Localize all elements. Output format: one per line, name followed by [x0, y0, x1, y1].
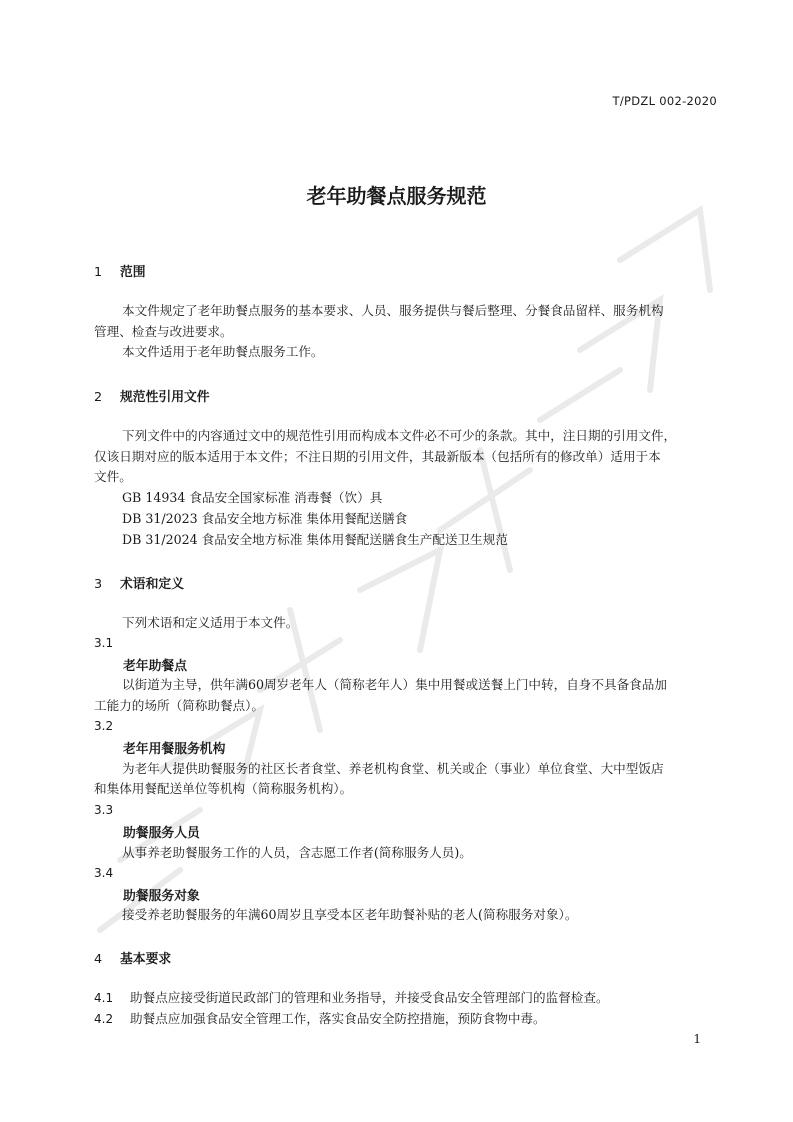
paragraph-line: 本文件规定了老年助餐点服务的基本要求、人员、服务提供与餐后整理、分餐食品留样、服务机构 [122, 303, 664, 318]
list-item [94, 988, 609, 1008]
section-number: 3 [94, 577, 103, 592]
document-title: 老年助餐点服务规范 [306, 184, 487, 208]
reference-item: DB 31/2024 食品安全地方标准 集体用餐配送膳食生产配送卫生规范 [122, 532, 508, 547]
term-definition: 工能力的场所（简称助餐点）。 [94, 698, 265, 713]
term-title: 助餐服务人员 [123, 826, 200, 841]
term-number: 3.4 [94, 866, 114, 880]
section-number: 1 [94, 265, 103, 280]
term-title: 老年助餐点 [123, 659, 187, 674]
term-definition: 以街道为主导，供年满60周岁老年人（简称老年人）集中用餐或送餐上门中转，自身不具备食品加 [122, 677, 667, 692]
term-definition: 为老年人提供助餐服务的社区长者食堂、养老机构食堂、机关或企（事业）单位食堂、大中型饭店 [122, 761, 664, 776]
term-number: 3.3 [94, 803, 114, 817]
section-title: 范围 [120, 265, 146, 280]
section-title: 术语和定义 [120, 577, 184, 592]
paragraph-line: 本文件适用于老年助餐点服务工作。 [122, 344, 324, 359]
reference-item: GB 14934 食品安全国家标准 消毒餐（饮）具 [122, 490, 383, 505]
term-number: 3.2 [94, 719, 114, 733]
item-number: 4.1 [94, 991, 114, 1005]
term-definition: 接受养老助餐服务的年满60周岁且享受本区老年助餐补贴的老人(简称服务对象）。 [122, 907, 578, 922]
section-2-heading [94, 386, 210, 405]
term-title: 助餐服务对象 [123, 889, 200, 904]
term-number: 3.1 [94, 636, 114, 650]
section-title: 基本要求 [120, 952, 172, 967]
paragraph-line: 文件。 [94, 469, 132, 484]
section-1-heading [94, 261, 146, 280]
section-3-heading [94, 573, 184, 592]
paragraph-line: 下列术语和定义适用于本文件。 [122, 615, 299, 630]
paragraph-line: 下列文件中的内容通过文中的规范性引用而构成本文件必不可少的条款。其中，注日期的引用文件， [122, 428, 677, 443]
section-number: 4 [94, 952, 103, 967]
item-text: 助餐点应加强食品安全管理工作，落实食品安全防控措施，预防食物中毒。 [130, 1011, 546, 1026]
section-number: 2 [94, 390, 103, 405]
page-number: 1 [693, 1032, 701, 1046]
paragraph-line: 管理、检查与改进要求。 [94, 324, 233, 339]
list-item [94, 1009, 546, 1029]
term-definition: 和集体用餐配送单位等机构（简称服务机构）。 [94, 781, 353, 796]
term-definition: 从事养老助餐服务工作的人员，含志愿工作者(简称服务人员)。 [122, 845, 472, 860]
reference-item: DB 31/2023 食品安全地方标准 集体用餐配送膳食 [122, 511, 408, 526]
term-title: 老年用餐服务机构 [123, 742, 226, 757]
paragraph-line: 仅该日期对应的版本适用于本文件；不注日期的引用文件，其最新版本（包括所有的修改单）适用于本 [94, 449, 661, 464]
section-4-heading [94, 948, 171, 967]
document-code: T/PDZL 002-2020 [612, 94, 717, 108]
item-number: 4.2 [94, 1012, 114, 1026]
item-text: 助餐点应接受街道民政部门的管理和业务指导，并接受食品安全管理部门的监督检查。 [130, 990, 609, 1005]
section-title: 规范性引用文件 [120, 390, 210, 405]
